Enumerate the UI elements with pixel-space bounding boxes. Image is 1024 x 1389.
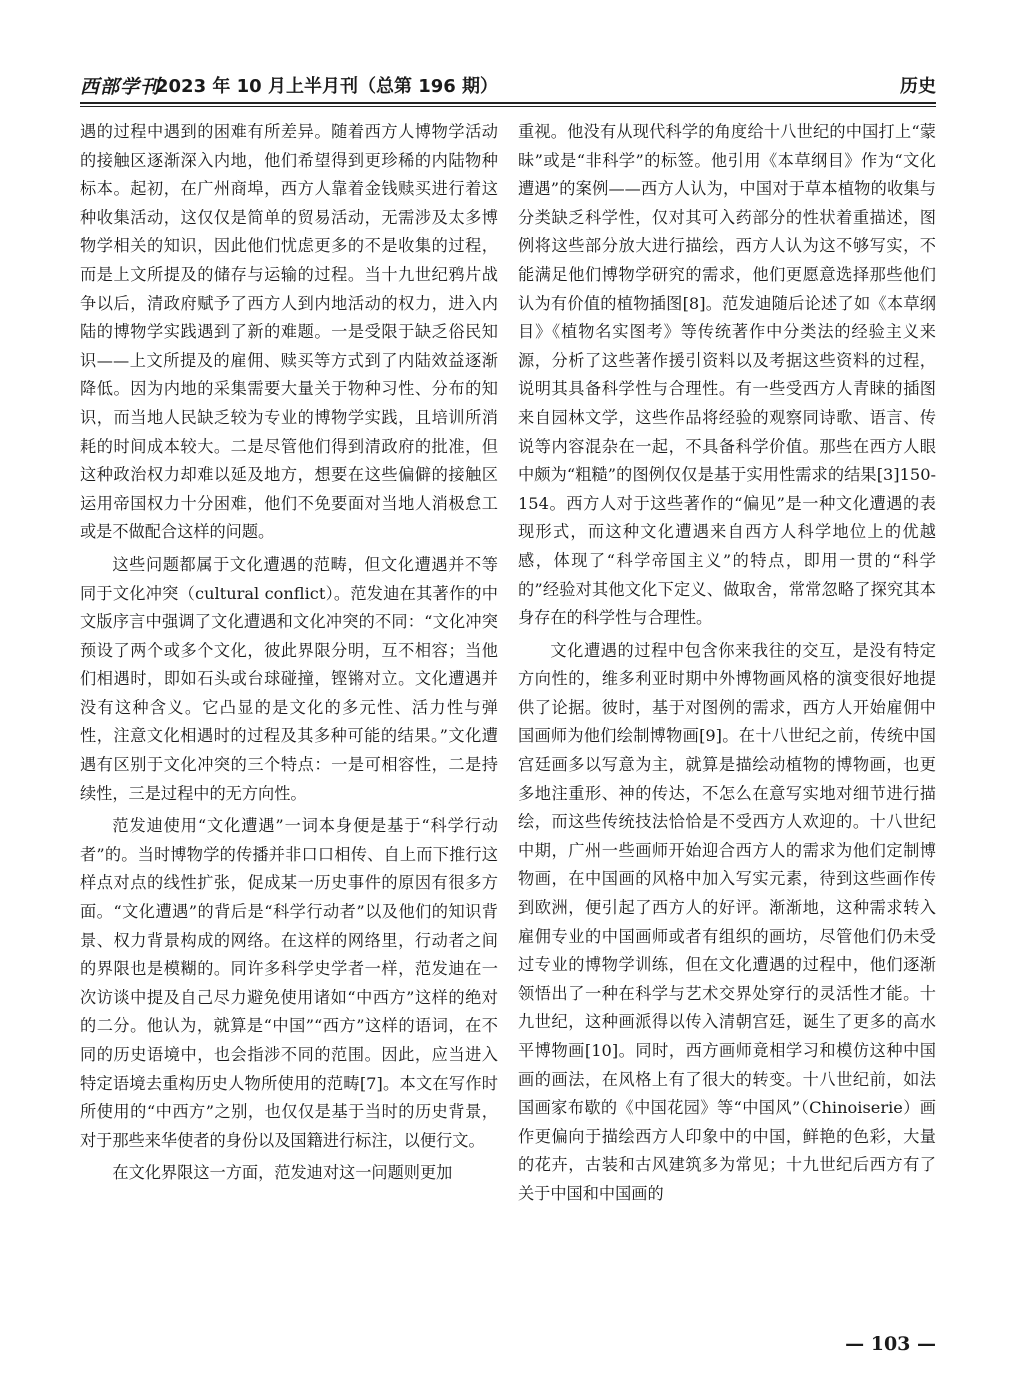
section-name: 历史	[900, 76, 936, 97]
issue-info: 2023 年 10 月上半月刊（总第 196 期）	[156, 76, 499, 97]
running-header	[80, 68, 936, 102]
header-rule	[80, 102, 936, 104]
right-column	[518, 118, 936, 1209]
paragraph: 遇的过程中遇到的困难有所差异。随着西方人博物学活动的接触区逐渐深入内地，他们希望得到更珍稀的内陆物种标本。起初，在广州商埠，西方人靠着金钱赎买进行着这种收集活动，这仅仅是简单的贸易活动，无需涉及太多博物学相关的知识，因此他们忧虑更多的不是收集的过程，而是上文所提及的储存与运输的过程。当十九世纪鸦片战争以后，清政府赋予了西方人到内地活动的权力，进入内陆的博物学实践遇到了新的难题。一是受限于缺乏俗民知识——上文所提及的雇佣、赎买等方式到了内陆效益逐渐降低。因为内地的采集需要大量关于物种习性、分布的知识，而当地人民缺乏较为专业的博物学实践，且培训所消耗的时间成本较大。二是尽管他们得到清政府的批准，但这种政治权力却难以延及地方，想要在这些偏僻的接触区运用帝国权力十分困难，他们不免要面对当地人消极怠工或是不做配合这样的问题。	[80, 122, 498, 542]
header-rule-thin	[80, 106, 936, 107]
left-column	[80, 118, 498, 1188]
journal-logo: 西部学刊	[80, 76, 161, 98]
page-number: — 103 —	[845, 1333, 936, 1355]
paragraph: 文化遭遇的过程中包含你来我往的交互，是没有特定方向性的，维多利亚时期中外博物画风格的演变很好地提供了论据。彼时，基于对图例的需求，西方人开始雇佣中国画师为他们绘制博物画[9]。在十八世纪之前，传统中国宫廷画多以写意为主，就算是描绘动植物的博物画，也更多地注重形、神的传达，不怎么在意写实地对细节进行描绘，而这些传统技法恰恰是不受西方人欢迎的。十八世纪中期，广州一些画师开始迎合西方人的需求为他们定制博物画，在中国画的风格中加入写实元素，待到这些画作传到欧洲，便引起了西方人的好评。渐渐地，这种需求转入雇佣专业的中国画师或者有组织的画坊，尽管他们仍未受过专业的博物学训练，但在文化遭遇的过程中，他们逐渐领悟出了一种在科学与艺术交界处穿行的灵活性才能。十九世纪，这种画派得以传入清朝宫廷，诞生了更多的高水平博物画[10]。同时，西方画师竟相学习和模仿这种中国画的画法，在风格上有了很大的转变。十八世纪前，如法国画家布歇的《中国花园》等“中国风”（Chinoiserie）画作更偏向于描绘西方人印象中的中国，鲜艳的色彩，大量的花卉，古装和古风建筑多为常见；十九世纪后西方有了关于中国和中国画的	[518, 640, 936, 1203]
paragraph: 这些问题都属于文化遭遇的范畴，但文化遭遇并不等同于文化冲突（cultural conflict）。范发迪在其著作的中文版序言中强调了文化遭遇和文化冲突的不同：“文化冲突预设了两个或多个文化，彼此界限分明，互不相容；当他们相遇时，即如石头或台球碰撞，铿锵对立。文化遭遇并没有这种含义。它凸显的是文化的多元性、活力性与弹性，注意文化相遇时的过程及其多种可能的结果。”文化遭遇有区别于文化冲突的三个特点：一是可相容性，二是持续性，三是过程中的无方向性。	[80, 554, 498, 803]
paragraph: 重视。他没有从现代科学的角度给十八世纪的中国打上“蒙昧”或是“非科学”的标签。他引用《本草纲目》作为“文化遭遇”的案例——西方人认为，中国对于草本植物的收集与分类缺乏科学性，仅对其可入药部分的性状着重描述，图例将这些部分放大进行描绘，西方人认为这不够写实，不能满足他们博物学研究的需求，他们更愿意选择那些他们认为有价值的植物插图[8]。范发迪随后论述了如《本草纲目》《植物名实图考》等传统著作中分类法的经验主义来源，分析了这些著作援引资料以及考据这些资料的过程，说明其具备科学性与合理性。有一些受西方人青睐的插图来自园林文学，这些作品将经验的观察同诗歌、语言、传说等内容混杂在一起，不具备科学价值。那些在西方人眼中颇为“粗糙”的图例仅仅是基于实用性需求的结果[3]150-154。西方人对于这些著作的“偏见”是一种文化遭遇的表现形式，而这种文化遭遇来自西方人科学地位上的优越感，体现了“科学帝国主义”的特点，即用一贯的“科学的”经验对其他文化下定义、做取舍，常常忽略了探究其本身存在的科学性与合理性。	[518, 122, 936, 628]
paragraph: 范发迪使用“文化遭遇”一词本身便是基于“科学行动者”的。当时博物学的传播并非口口相传、自上而下推行这样点对点的线性扩张，促成某一历史事件的原因有很多方面。“文化遭遇”的背后是“科学行动者”以及他们的知识背景、权力背景构成的网络。在这样的网络里，行动者之间的界限也是模糊的。同许多科学史学者一样，范发迪在一次访谈中提及自己尽力避免使用诸如“中西方”这样的绝对的二分。他认为，就算是“中国”“西方”这样的语词，在不同的历史语境中，也会指涉不同的范围。因此，应当进入特定语境去重构历史人物所使用的范畴[7]。本文在写作时所使用的“中西方”之别，也仅仅是基于当时的历史背景，对于那些来华使者的身份以及国籍进行标注，以便行文。	[80, 816, 498, 1150]
paragraph: 在文化界限这一方面，范发迪对这一问题则更加	[112, 1163, 453, 1183]
